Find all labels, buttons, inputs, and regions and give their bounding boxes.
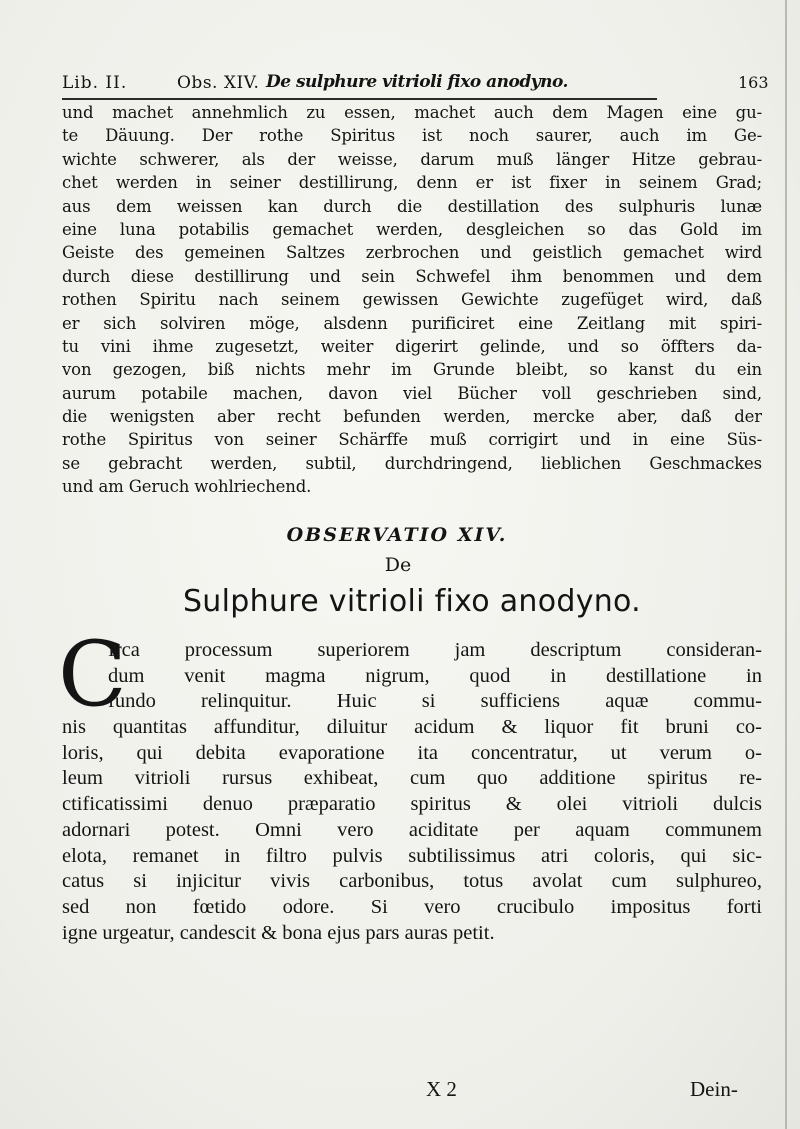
latin-paragraph [62,638,762,946]
header-rule [62,98,657,100]
text-line: loris, qui debita evaporatione ita concentratur, ut verum o- [62,741,762,764]
text-line: von gezogen, biß nichts mehr im Grunde bleibt, so kanst du ein [62,360,762,380]
text-line: igne urgeatur, candescit & bona ejus pars auras petit. [62,921,495,944]
drop-cap: C [58,622,127,727]
observation-heading: OBSERVATIO XIV. [286,524,508,546]
running-title: De sulphure vitrioli fixo anodyno. [266,72,568,92]
text-line: und am Geruch wohlriechend. [62,477,312,497]
running-header [62,71,769,97]
text-line: leum vitrioli rursus exhibeat, cum quo additione spiritus re- [62,767,762,790]
signature-mark: X 2 [426,1077,457,1101]
text-line: rothe Spiritus von seiner Schärffe muß corrigirt und in eine Süs- [62,430,762,450]
text-line: Irca processum superiorem jam descriptum consideran- [108,639,762,661]
observation-number: Obs. XIV. [177,73,260,93]
text-line: er sich solviren möge, alsdenn purificiret eine Zeitlang mit spiri- [62,313,762,333]
text-line: eine luna potabilis gemachet werden, desgleichen so das Gold im [62,219,762,239]
text-line: dum venit magma nigrum, quod in destillatione in [108,664,762,687]
text-line: fundo relinquitur. Huic si sufficiens aquæ commu- [108,690,762,713]
text-line: tu vini ihme zugesetzt, weiter digerirt gelinde, und so öffters da- [62,336,762,356]
text-line: te Däuung. Der rothe Spiritus ist noch saurer, auch im Ge- [62,126,762,146]
text-line: Geiste des gemeinen Saltzes zerbrochen und geistlich gemachet wird [62,243,762,263]
text-line: rothen Spiritu nach seinem gewissen Gewichte zugefüget wird, daß [62,290,762,310]
catchword: Dein- [690,1077,738,1101]
text-line: chet werden in seiner destillirung, denn er ist fixer in seinem Grad; [62,173,762,193]
section-title: Sulphure vitrioli fixo anodyno. [182,584,642,619]
book-number: Lib. II. [62,73,128,93]
text-line: wichte schwerer, als der weisse, darum muß länger Hitze gebrau- [62,149,762,169]
text-line: adornari potest. Omni vero aciditate per aquam communem [62,818,762,841]
text-line: sed non fœtido odore. Si vero crucibulo impositus forti [62,895,762,918]
de-label: De [384,554,412,576]
text-line: und machet annehmlich zu essen, machet auch dem Magen eine gu- [62,103,762,122]
text-line: ctificatissimi denuo præparatio spiritus & olei vitrioli dulcis [62,793,762,816]
german-paragraph [62,101,762,499]
text-line: aus dem weissen kan durch die destillation des sulphuris lunæ [62,196,762,216]
text-line: aurum potabile machen, davon viel Bücher voll geschrieben sind, [62,383,762,403]
text-line: nis quantitas affunditur, diluitur acidum & liquor fit bruni co- [62,716,762,739]
text-line: elota, remanet in filtro pulvis subtilissimus atri coloris, qui sic- [62,844,762,867]
page-number: 163 [738,73,769,92]
text-line: catus si injicitur vivis carbonibus, totus avolat cum sulphureo, [62,870,762,893]
text-line: se gebracht werden, subtil, durchdringend, lieblichen Geschmackes [62,453,762,473]
text-line: durch diese destillirung und sein Schwefel ihm benommen und dem [62,266,762,286]
text-line: die wenigsten aber recht befunden werden, mercke aber, daß der [62,407,762,427]
page-edge-shadow [785,0,787,1129]
